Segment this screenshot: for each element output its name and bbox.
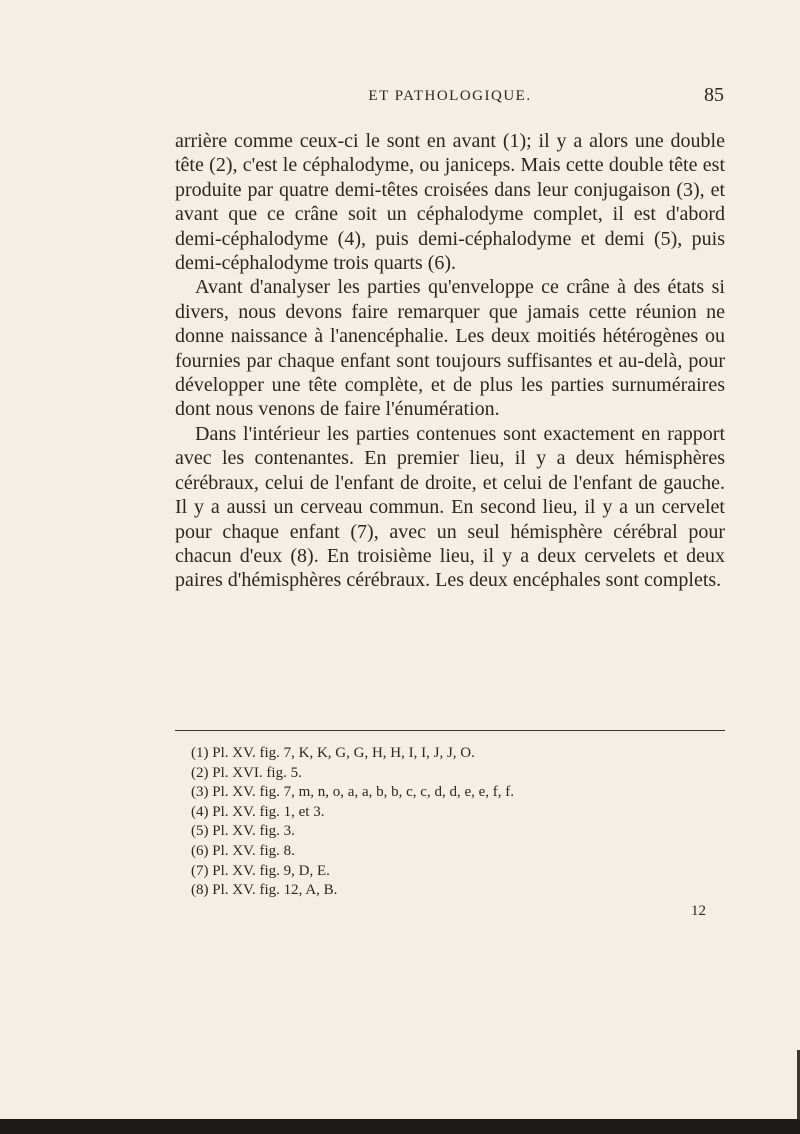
running-title: ET PATHOLOGIQUE. [368,88,532,104]
footnote: (8) Pl. XV. fig. 12, A, B. [191,882,338,899]
page-number: 85 [704,84,724,106]
footnote: (5) Pl. XV. fig. 3. [191,823,295,840]
paragraph: arrière comme ceux-ci le sont en avant (1); il y a alors une double tête (2), c'est le céphalodyme, ou janiceps. Mais cette double tête est produite par quatre demi-têtes croisées dans leur conjugaison (3), et avant que ce crâne soit un céphalodyme complet, il est d'abord demi-céphalodyme (4), puis demi-céphalodyme et demi (5), puis demi-céphalodyme trois quarts (6). [175,130,725,275]
paragraph: Avant d'analyser les parties qu'enveloppe ce crâne à des états si divers, nous devons faire remarquer que jamais cette réunion ne donne naissance à l'anencéphalie. Les deux moitiés hétérogènes ou fournies par chaque enfant sont toujours suffisantes et au-delà, pour développer une tête complète, et de plus les parties surnuméraires dont nous venons de faire l'énumération. [175,276,725,421]
footnote: (3) Pl. XV. fig. 7, m, n, o, a, a, b, b, c, c, d, d, e, e, f, f. [191,784,514,801]
scan-bottom-edge [0,1119,800,1134]
footnotes [191,744,701,901]
body-text [175,129,725,593]
page-header [176,84,724,124]
signature-mark: 12 [691,903,706,919]
footnote: (6) Pl. XV. fig. 8. [191,842,295,859]
footnote: (1) Pl. XV. fig. 7, K, K, G, G, H, H, I, I, J, J, O. [191,745,475,761]
footnote-divider [175,730,725,731]
footnote: (4) Pl. XV. fig. 1, et 3. [191,803,325,820]
footnote: (7) Pl. XV. fig. 9, D, E. [191,862,330,879]
footnote: (2) Pl. XVI. fig. 5. [191,764,302,781]
paragraph: Dans l'intérieur les parties contenues sont exactement en rapport avec les contenantes. En premier lieu, il y a deux hémisphères cérébraux, celui de l'enfant de droite, et celui de l'enfant de gauche. Il y a aussi un cerveau commun. En second lieu, il y a un cervelet pour chaque enfant (7), avec un seul hémisphère cérébral pour chacun d'eux (8). En troisième lieu, il y a deux cervelets et deux paires d'hémisphères cérébraux. Les deux encéphales sont complets. [175,422,725,592]
